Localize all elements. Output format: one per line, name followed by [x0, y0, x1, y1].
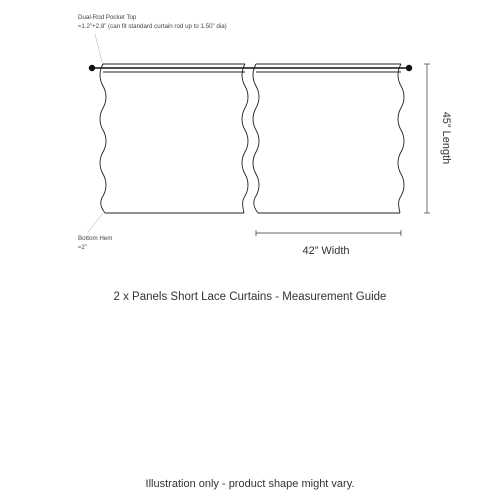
width-dimension: [256, 230, 401, 257]
pocket-top-detail: ≈1.2”+2.8” (can fit standard curtain rod up to 1.50” dia): [78, 23, 227, 30]
rod-finial-left: [89, 65, 95, 71]
pocket-top-title: Dual-Rod Pocket Top: [78, 14, 137, 21]
bottom-hem-title: Bottom Hem: [78, 235, 113, 242]
curtain-panel-left: [100, 64, 248, 213]
pocket-top-leader: [95, 34, 103, 66]
panel-right-left-edge: [253, 64, 259, 213]
rod-finial-right: [406, 65, 412, 71]
footer-disclaimer: Illustration only - product shape might vary.: [145, 478, 355, 490]
length-dimension: [424, 64, 452, 213]
bottom-hem-detail: ≈2”: [78, 244, 87, 251]
guide-caption: 2 x Panels Short Lace Curtains - Measurement Guide: [113, 291, 387, 303]
bottom-hem-leader: [88, 213, 103, 232]
panel-left-right-edge: [242, 64, 248, 213]
panel-right-right-edge: [398, 64, 404, 213]
width-label: 42” Width: [302, 245, 350, 257]
curtain-panel-right: [253, 64, 404, 213]
length-label: 45” Length: [440, 111, 452, 165]
panel-left-left-edge: [100, 64, 106, 213]
